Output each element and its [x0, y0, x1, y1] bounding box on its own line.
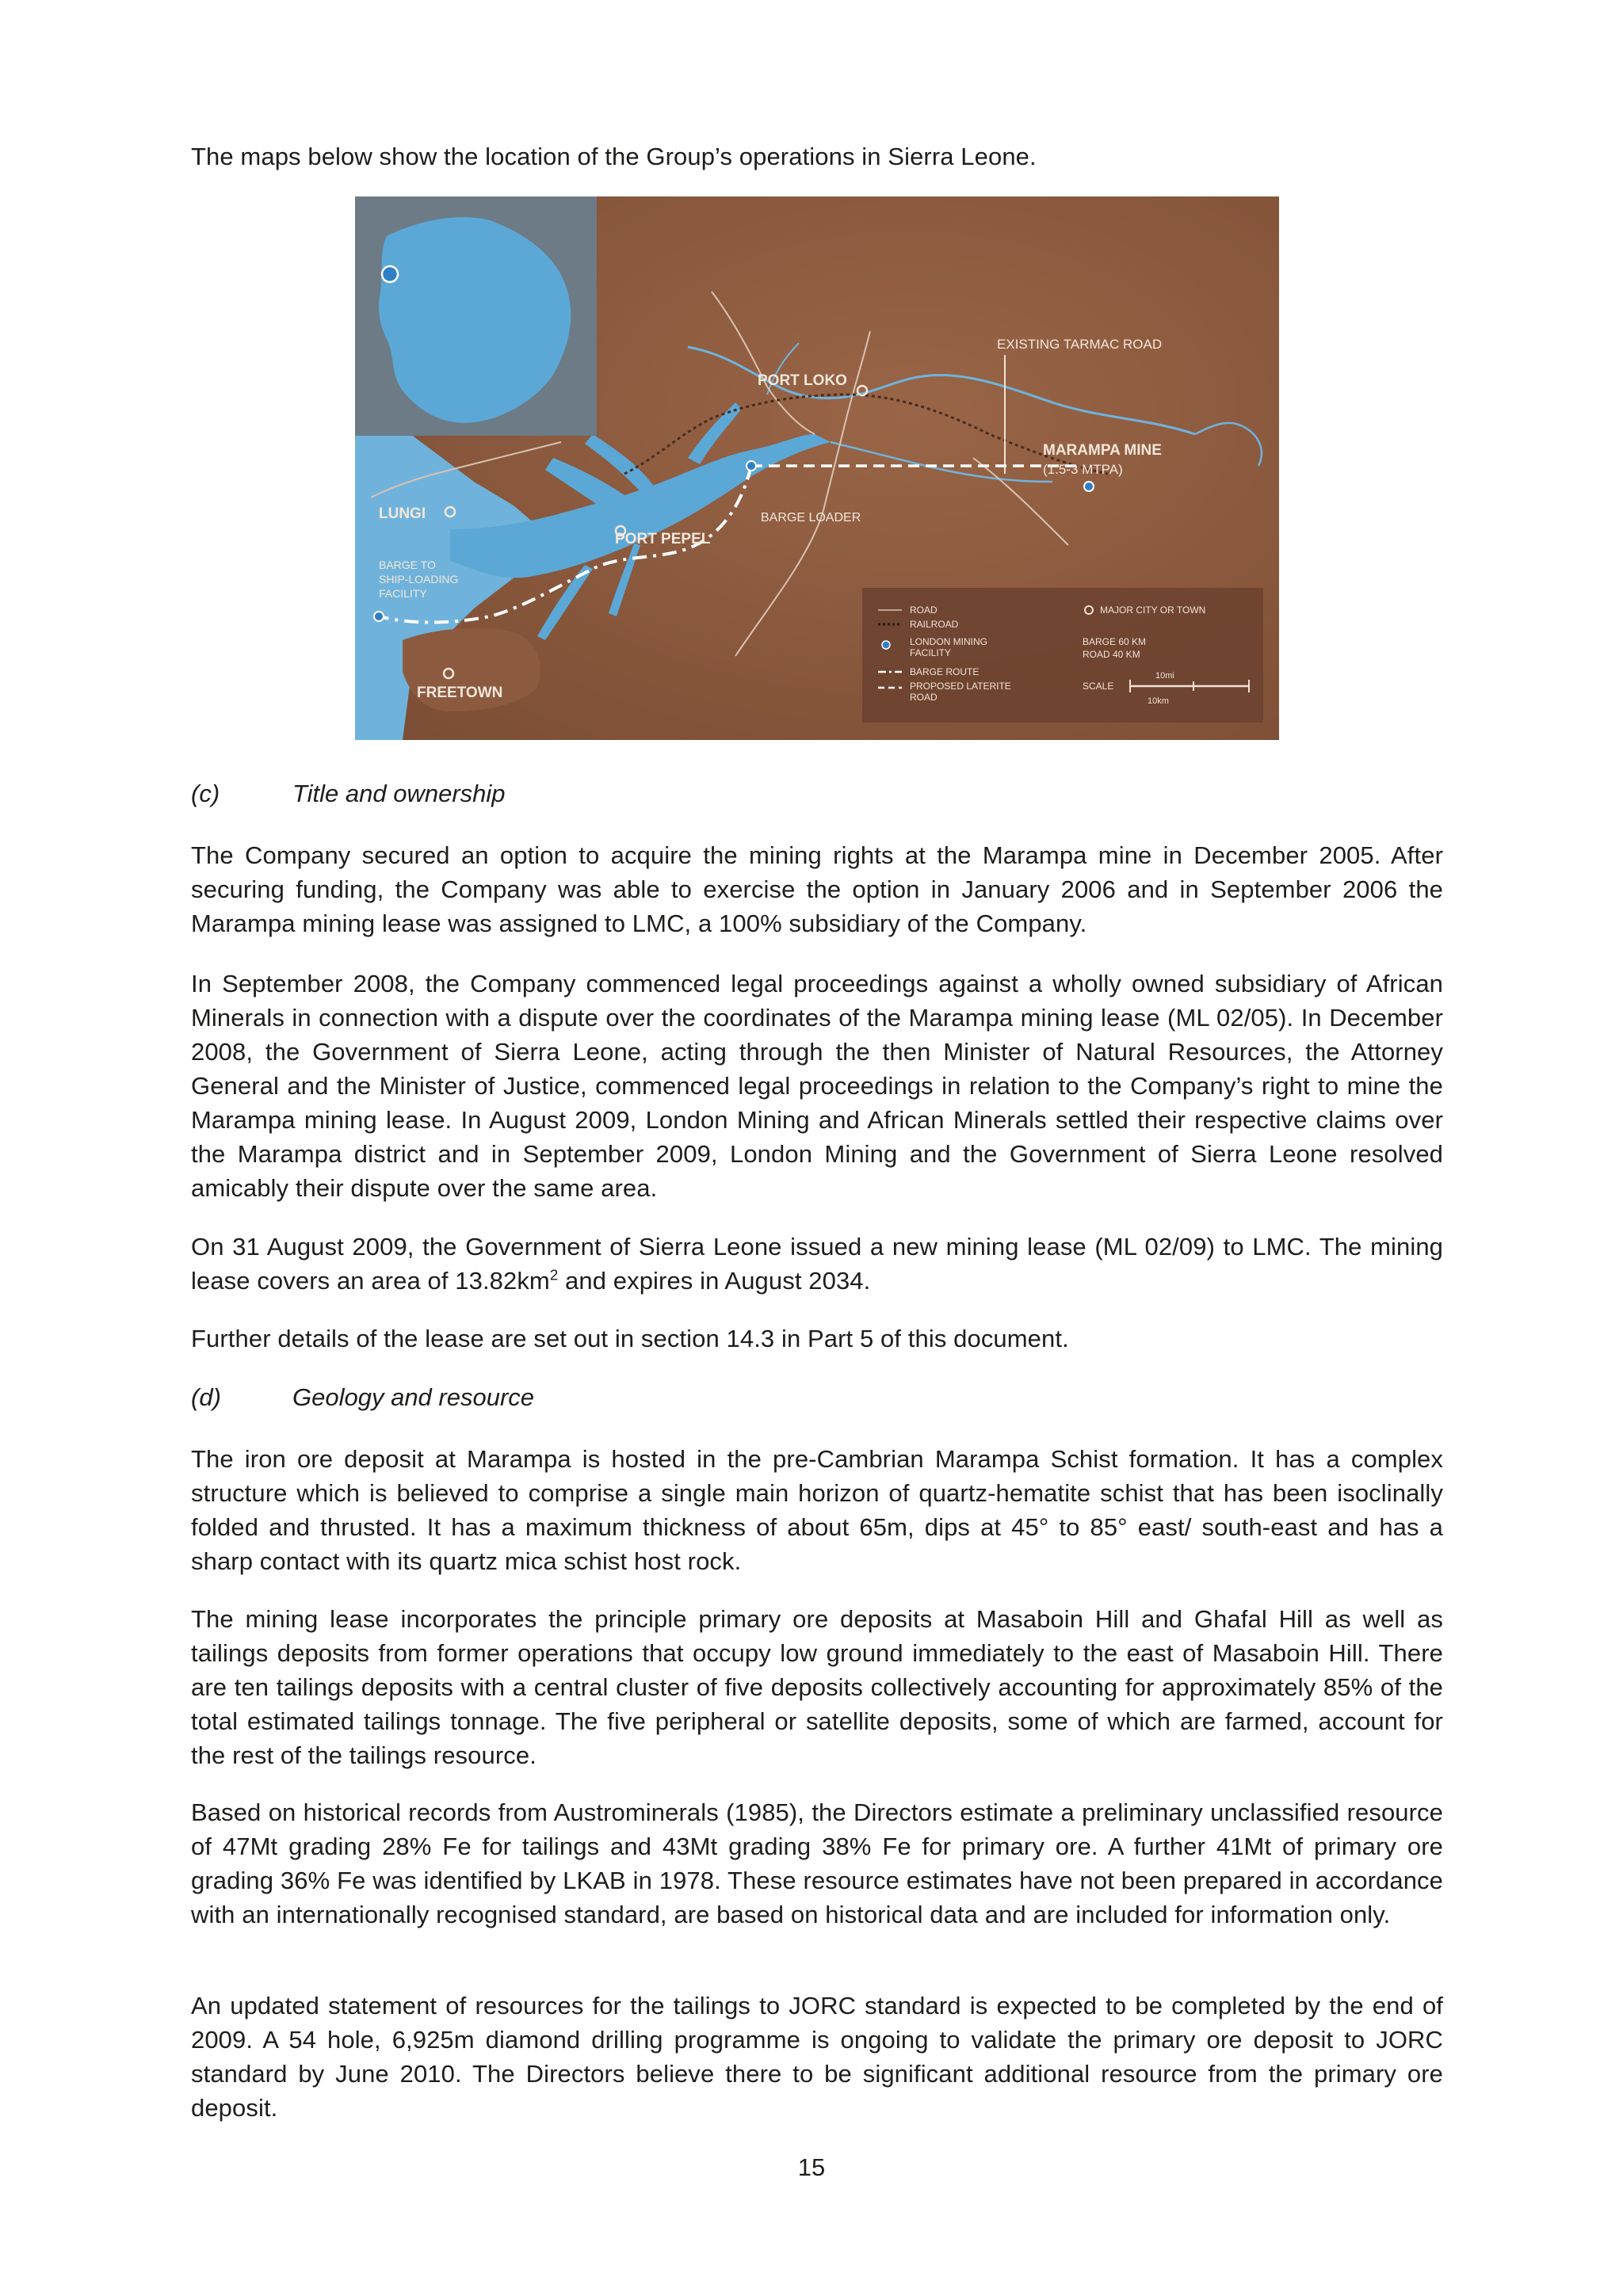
- section-c-paragraph-4: Further details of the lease are set out in section 14.3 in Part 5 of this document.: [191, 1325, 1069, 1352]
- label-ship-loading: SHIP-LOADING: [379, 573, 459, 585]
- section-d-heading: [191, 1380, 534, 1414]
- section-d-title: Geology and resource: [292, 1383, 535, 1411]
- legend-laterite-2: ROAD: [910, 692, 938, 703]
- legend-facility-1: LONDON MINING: [910, 636, 988, 647]
- sierra-leone-operations-map: [355, 196, 1279, 740]
- label-freetown: FREETOWN: [417, 685, 503, 701]
- legend-barge-route: BARGE ROUTE: [910, 666, 980, 677]
- section-d-paragraph-1: The iron ore deposit at Marampa is hosted in the pre-Cambrian Marampa Schist formation. It has a complex structure which is believed to comprise a single main horizon of quartz-hematite schist that has been isoclinally folded and thrusted. It has a maximum thickness of about 65m, dips at 45° to 85° east/ south-east and has a sharp contact with its quartz mica schist host rock.: [191, 1445, 1443, 1575]
- section-d-number: (d): [191, 1383, 221, 1411]
- barge-loader-facility-marker: [747, 461, 756, 471]
- inset-location-marker: [382, 266, 398, 282]
- intro-paragraph: The maps below show the location of the Group’s operations in Sierra Leone.: [191, 143, 1037, 170]
- section-c-heading: [191, 776, 506, 810]
- ship-loading-facility-marker: [374, 612, 384, 621]
- label-port-loko: PORT LOKO: [758, 372, 847, 389]
- label-marampa-capacity: (1.5-3 MTPA): [1043, 462, 1123, 477]
- map-legend: [862, 588, 1263, 723]
- label-existing-tarmac-road: EXISTING TARMAC ROAD: [997, 337, 1163, 352]
- legend-major-city: MAJOR CITY OR TOWN: [1100, 605, 1206, 616]
- section-d-paragraph-2: The mining lease incorporates the principle primary ore deposits at Masaboin Hill and Ghafal Hill as well as tailings deposits from former operations that occupy low ground immediately to the east of Masaboin Hill. There are ten tailings deposits with a central cluster of five deposits collectively accounting for approximately 85% of the total estimated tailings tonnage. The five peripheral or satellite deposits, some of which are farmed, account for the rest of the tailings resource.: [191, 1605, 1443, 1769]
- legend-road: ROAD: [910, 605, 938, 616]
- label-lungi: LUNGI: [379, 505, 426, 522]
- legend-scale: SCALE: [1083, 681, 1114, 692]
- section-c-p3-text-end: and expires in August 2034.: [558, 1267, 871, 1295]
- section-c-number: (c): [191, 780, 220, 807]
- section-d-paragraph-4: An updated statement of resources for the tailings to JORC standard is expected to be completed by the end of 2009. A 54 hole, 6,925m diamond drilling programme is ongoing to validate the primary ore deposit to JORC standard by June 2010. The Directors believe there to be significant additional resource from the primary ore deposit.: [191, 1992, 1443, 2122]
- label-facility: FACILITY: [379, 587, 427, 600]
- page-number: 15: [797, 2153, 826, 2181]
- label-barge-to: BARGE TO: [379, 559, 436, 571]
- label-port-pepel: PORT PEPEL: [615, 531, 711, 547]
- section-c-paragraph-2: In September 2008, the Company commenced legal proceedings against a wholly owned subsidiary of African Minerals in connection with a dispute over the coordinates of the Marampa mining lease (ML 02/05). In December 2008, the Government of Sierra Leone, acting through the then Minister of Natural Resources, the Attorney General and the Minister of Justice, commenced legal proceedings in relation to the Company’s right to mine the Marampa mining lease. In August 2009, London Mining and African Minerals settled their respective claims over the Marampa district and in September 2009, London Mining and the Government of Sierra Leone resolved amicably their dispute over the same area.: [191, 970, 1443, 1202]
- section-c-title: Title and ownership: [292, 780, 506, 807]
- legend-road-km: ROAD 40 KM: [1083, 649, 1140, 660]
- section-d-paragraph-3: Based on historical records from Austrominerals (1985), the Directors estimate a preliminary unclassified resource of 47Mt grading 28% Fe for tailings and 43Mt grading 38% Fe for primary ore. A further 41Mt of primary ore grading 36% Fe was identified by LKAB in 1978. These resource estimates have not been prepared in accordance with an internationally recognised standard, are based on historical data and are included for information only.: [191, 1798, 1443, 1928]
- legend-scale-km: 10km: [1148, 696, 1169, 706]
- squared-superscript: 2: [549, 1266, 559, 1283]
- legend-railroad: RAILROAD: [910, 619, 959, 630]
- legend-laterite-1: PROPOSED LATERITE: [910, 681, 1011, 692]
- label-marampa-mine: MARAMPA MINE: [1043, 442, 1162, 459]
- legend-barge-km: BARGE 60 KM: [1083, 636, 1147, 647]
- legend-facility-2: FACILITY: [910, 647, 952, 658]
- section-c-paragraph-3: [191, 1230, 1443, 1298]
- marampa-mine-marker: [1084, 482, 1094, 491]
- section-c-paragraph-1: The Company secured an option to acquire the mining rights at the Marampa mine in December 2005. After securing funding, the Company was able to exercise the option in January 2006 and in September 2006 the Marampa mining lease was assigned to LMC, a 100% subsidiary of the Company.: [191, 841, 1443, 937]
- label-barge-loader: BARGE LOADER: [761, 511, 861, 524]
- legend-scale-mi: 10mi: [1155, 671, 1174, 681]
- section-c-p3-text: On 31 August 2009, the Government of Sierra Leone issued a new mining lease (ML 02/09) to LMC. The mining lease covers an area of 13.82km: [191, 1233, 1443, 1295]
